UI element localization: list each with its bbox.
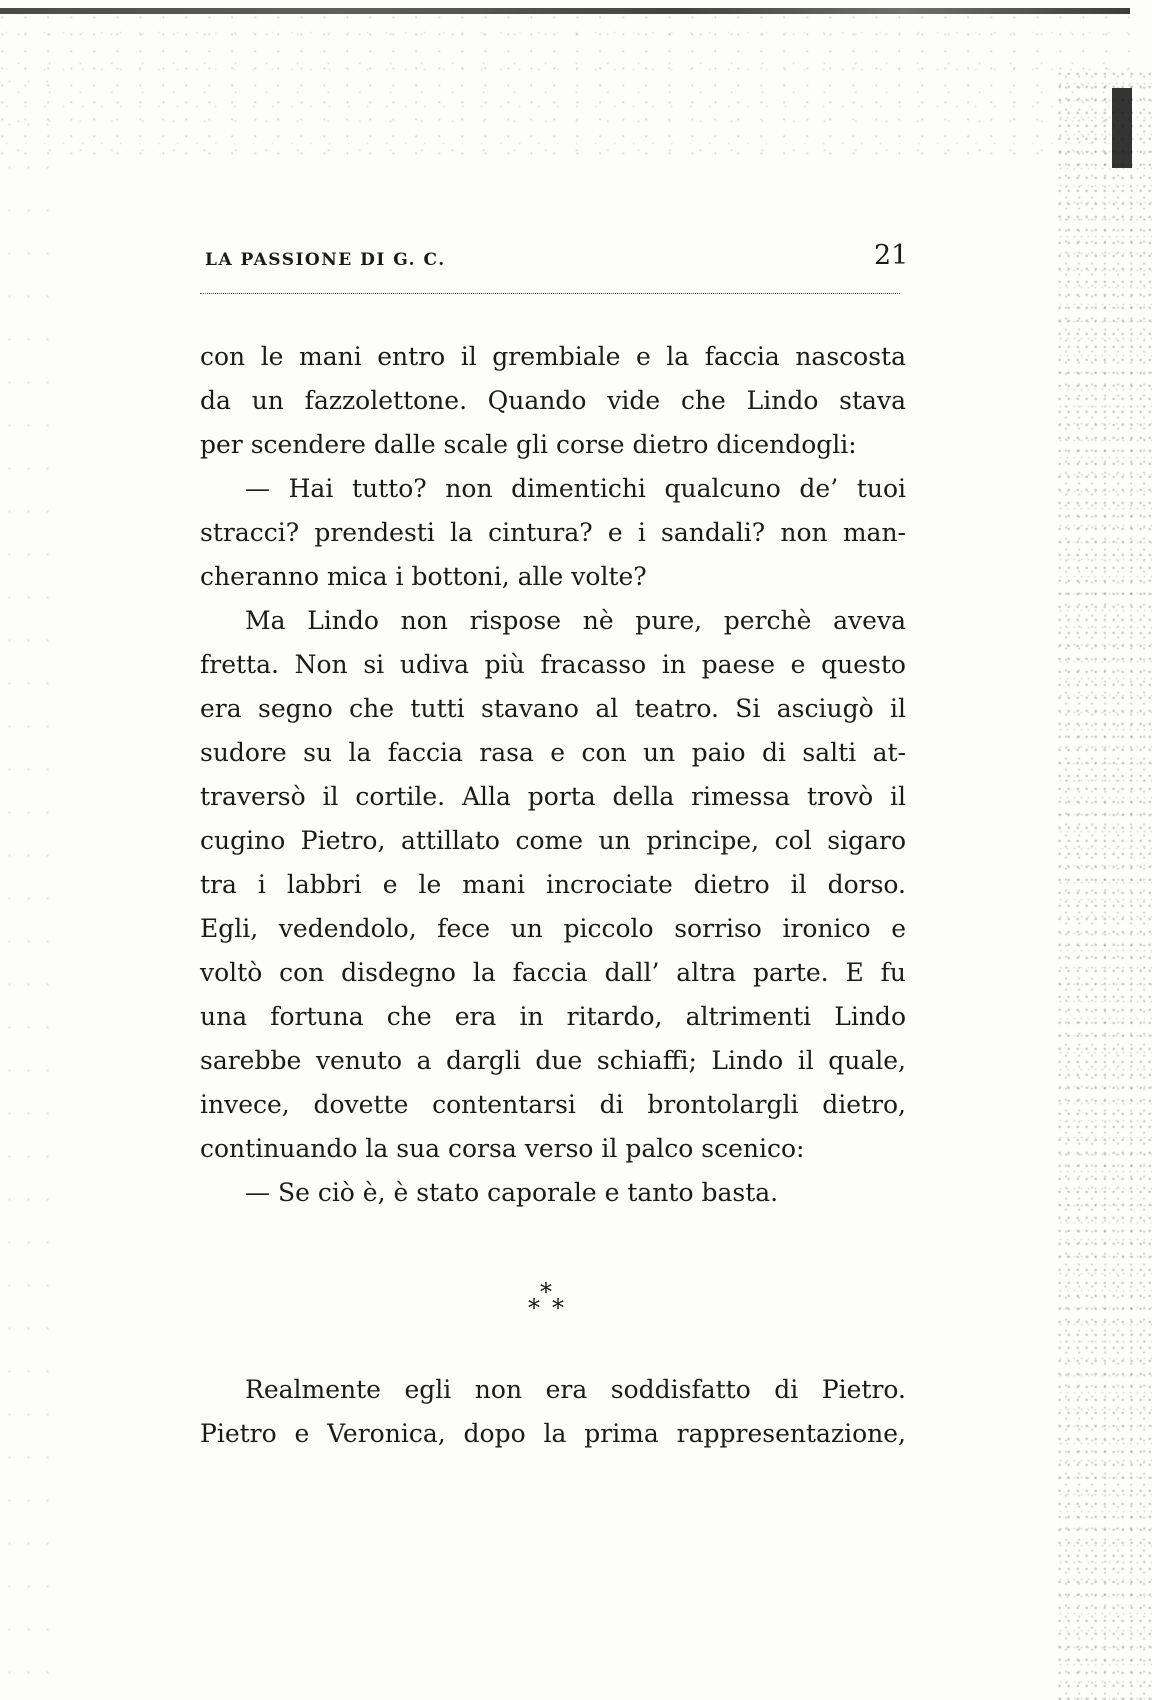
- text-line: sarebbe venuto a dargli due schiaffi; Lindo il quale,: [200, 1046, 906, 1075]
- asterisk: *: [552, 1294, 564, 1322]
- text-line: cugino Pietro, attillato come un principe, col sigaro: [200, 826, 906, 855]
- text-line: con le mani entro il grembiale e la faccia nascosta: [200, 342, 906, 371]
- running-title: LA PASSIONE DI G. C.: [205, 250, 446, 270]
- text-line: voltò con disdegno la faccia dall’ altra parte. E fu: [200, 958, 906, 987]
- text-line: tra i labbri e le mani incrociate dietro il dorso.: [200, 870, 906, 899]
- scan-noise-top: [0, 14, 1130, 164]
- header-rule: [200, 293, 900, 294]
- text-line: Ma Lindo non rispose nè pure, perchè aveva: [245, 606, 906, 635]
- text-line: sudore su la faccia rasa e con un paio di salti at-: [200, 738, 906, 767]
- text-line: era segno che tutti stavano al teatro. Si asciugò il: [200, 694, 906, 723]
- text-line: fretta. Non si udiva più fracasso in paese e questo: [200, 650, 906, 679]
- body-text: [200, 335, 906, 1215]
- body-text-continued: [200, 1368, 906, 1456]
- text-line: traversò il cortile. Alla porta della rimessa trovò il: [200, 782, 906, 811]
- text-line: Realmente egli non era soddisfatto di Pietro.: [245, 1375, 906, 1404]
- text-line: cheranno mica i bottoni, alle volte?: [200, 562, 647, 591]
- text-line: Pietro e Veronica, dopo la prima rappresentazione,: [200, 1419, 906, 1448]
- text-line: invece, dovette contentarsi di brontolargli dietro,: [200, 1090, 906, 1119]
- asterisk: *: [528, 1294, 540, 1322]
- scan-blot: [1112, 88, 1132, 168]
- text-line: — Se ciò è, è stato caporale e tanto basta.: [245, 1178, 779, 1207]
- section-break-asterism: [500, 1280, 600, 1330]
- text-line: da un fazzolettone. Quando vide che Lindo stava: [200, 386, 906, 415]
- asterisk: *: [540, 1278, 552, 1306]
- text-line: per scendere dalle scale gli corse dietro dicendogli:: [200, 430, 857, 459]
- text-line: — Hai tutto? non dimentichi qualcuno de’ tuoi: [245, 474, 906, 503]
- text-line: una fortuna che era in ritardo, altrimenti Lindo: [200, 1002, 906, 1031]
- text-line: stracci? prendesti la cintura? e i sandali? non man-: [200, 518, 906, 547]
- text-line: continuando la sua corsa verso il palco scenico:: [200, 1134, 805, 1163]
- page-number: 21: [874, 240, 909, 271]
- text-line: Egli, vedendolo, fece un piccolo sorriso ironico e: [200, 914, 906, 943]
- scan-noise-right: [1057, 70, 1152, 1700]
- scan-noise-left: [0, 60, 60, 1700]
